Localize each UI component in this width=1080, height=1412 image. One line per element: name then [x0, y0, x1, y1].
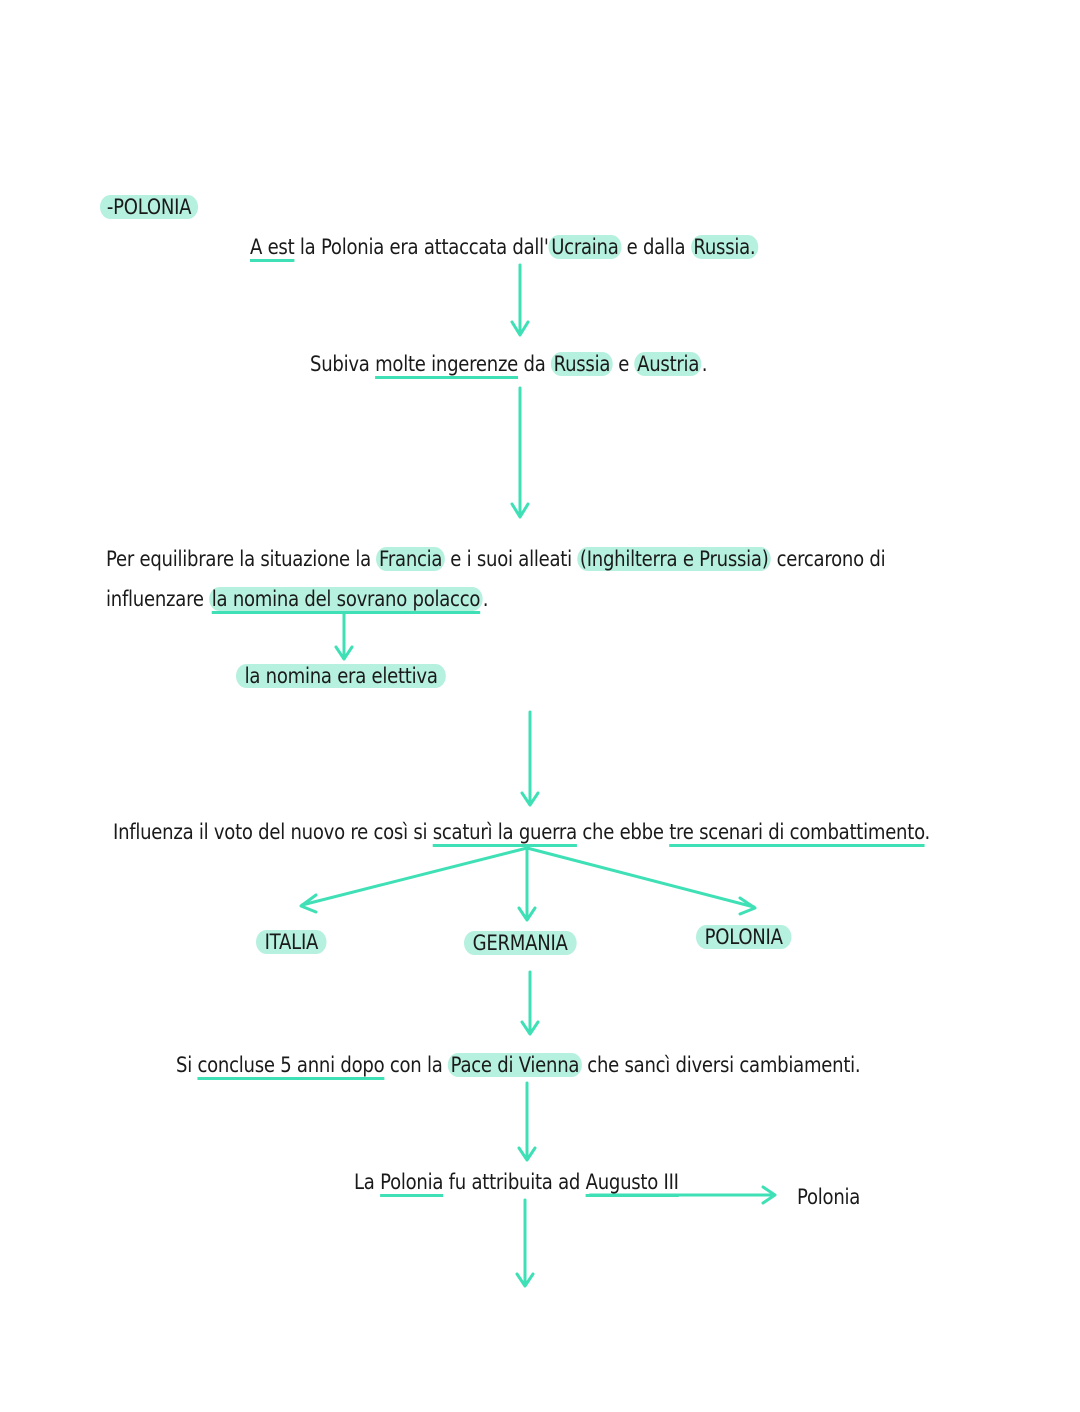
- para-equilibrio-line1: Per equilibrare la situazione la Francia e i suoi alleati (Inghilterra e Prussia) cercarono di: [106, 547, 886, 571]
- line-augusto: La Polonia fu attribuita ad Augusto III: [354, 1170, 679, 1194]
- scenario-polonia: POLONIA: [696, 922, 791, 952]
- section-heading: -POLONIA: [100, 192, 198, 222]
- side-note-polonia: Polonia: [797, 1185, 861, 1209]
- line-guerra: Influenza il voto del nuovo re così si scaturì la guerra che ebbe tre scenari di combattimento.: [113, 820, 931, 844]
- scenario-germania: GERMANIA: [464, 928, 576, 958]
- scenario-italia: ITALIA: [256, 927, 327, 957]
- line-pace: Si concluse 5 anni dopo con la Pace di Vienna che sancì diversi cambiamenti.: [176, 1053, 861, 1077]
- line-attack: A est la Polonia era attaccata dall' Ucraina e dalla Russia.: [250, 232, 758, 262]
- line-ingerenze: Subiva molte ingerenze da Russia e Austria .: [310, 352, 708, 376]
- para-equilibrio-line2: influenzare la nomina del sovrano polacco .: [106, 587, 489, 611]
- note-elettiva: la nomina era elettiva: [236, 661, 446, 691]
